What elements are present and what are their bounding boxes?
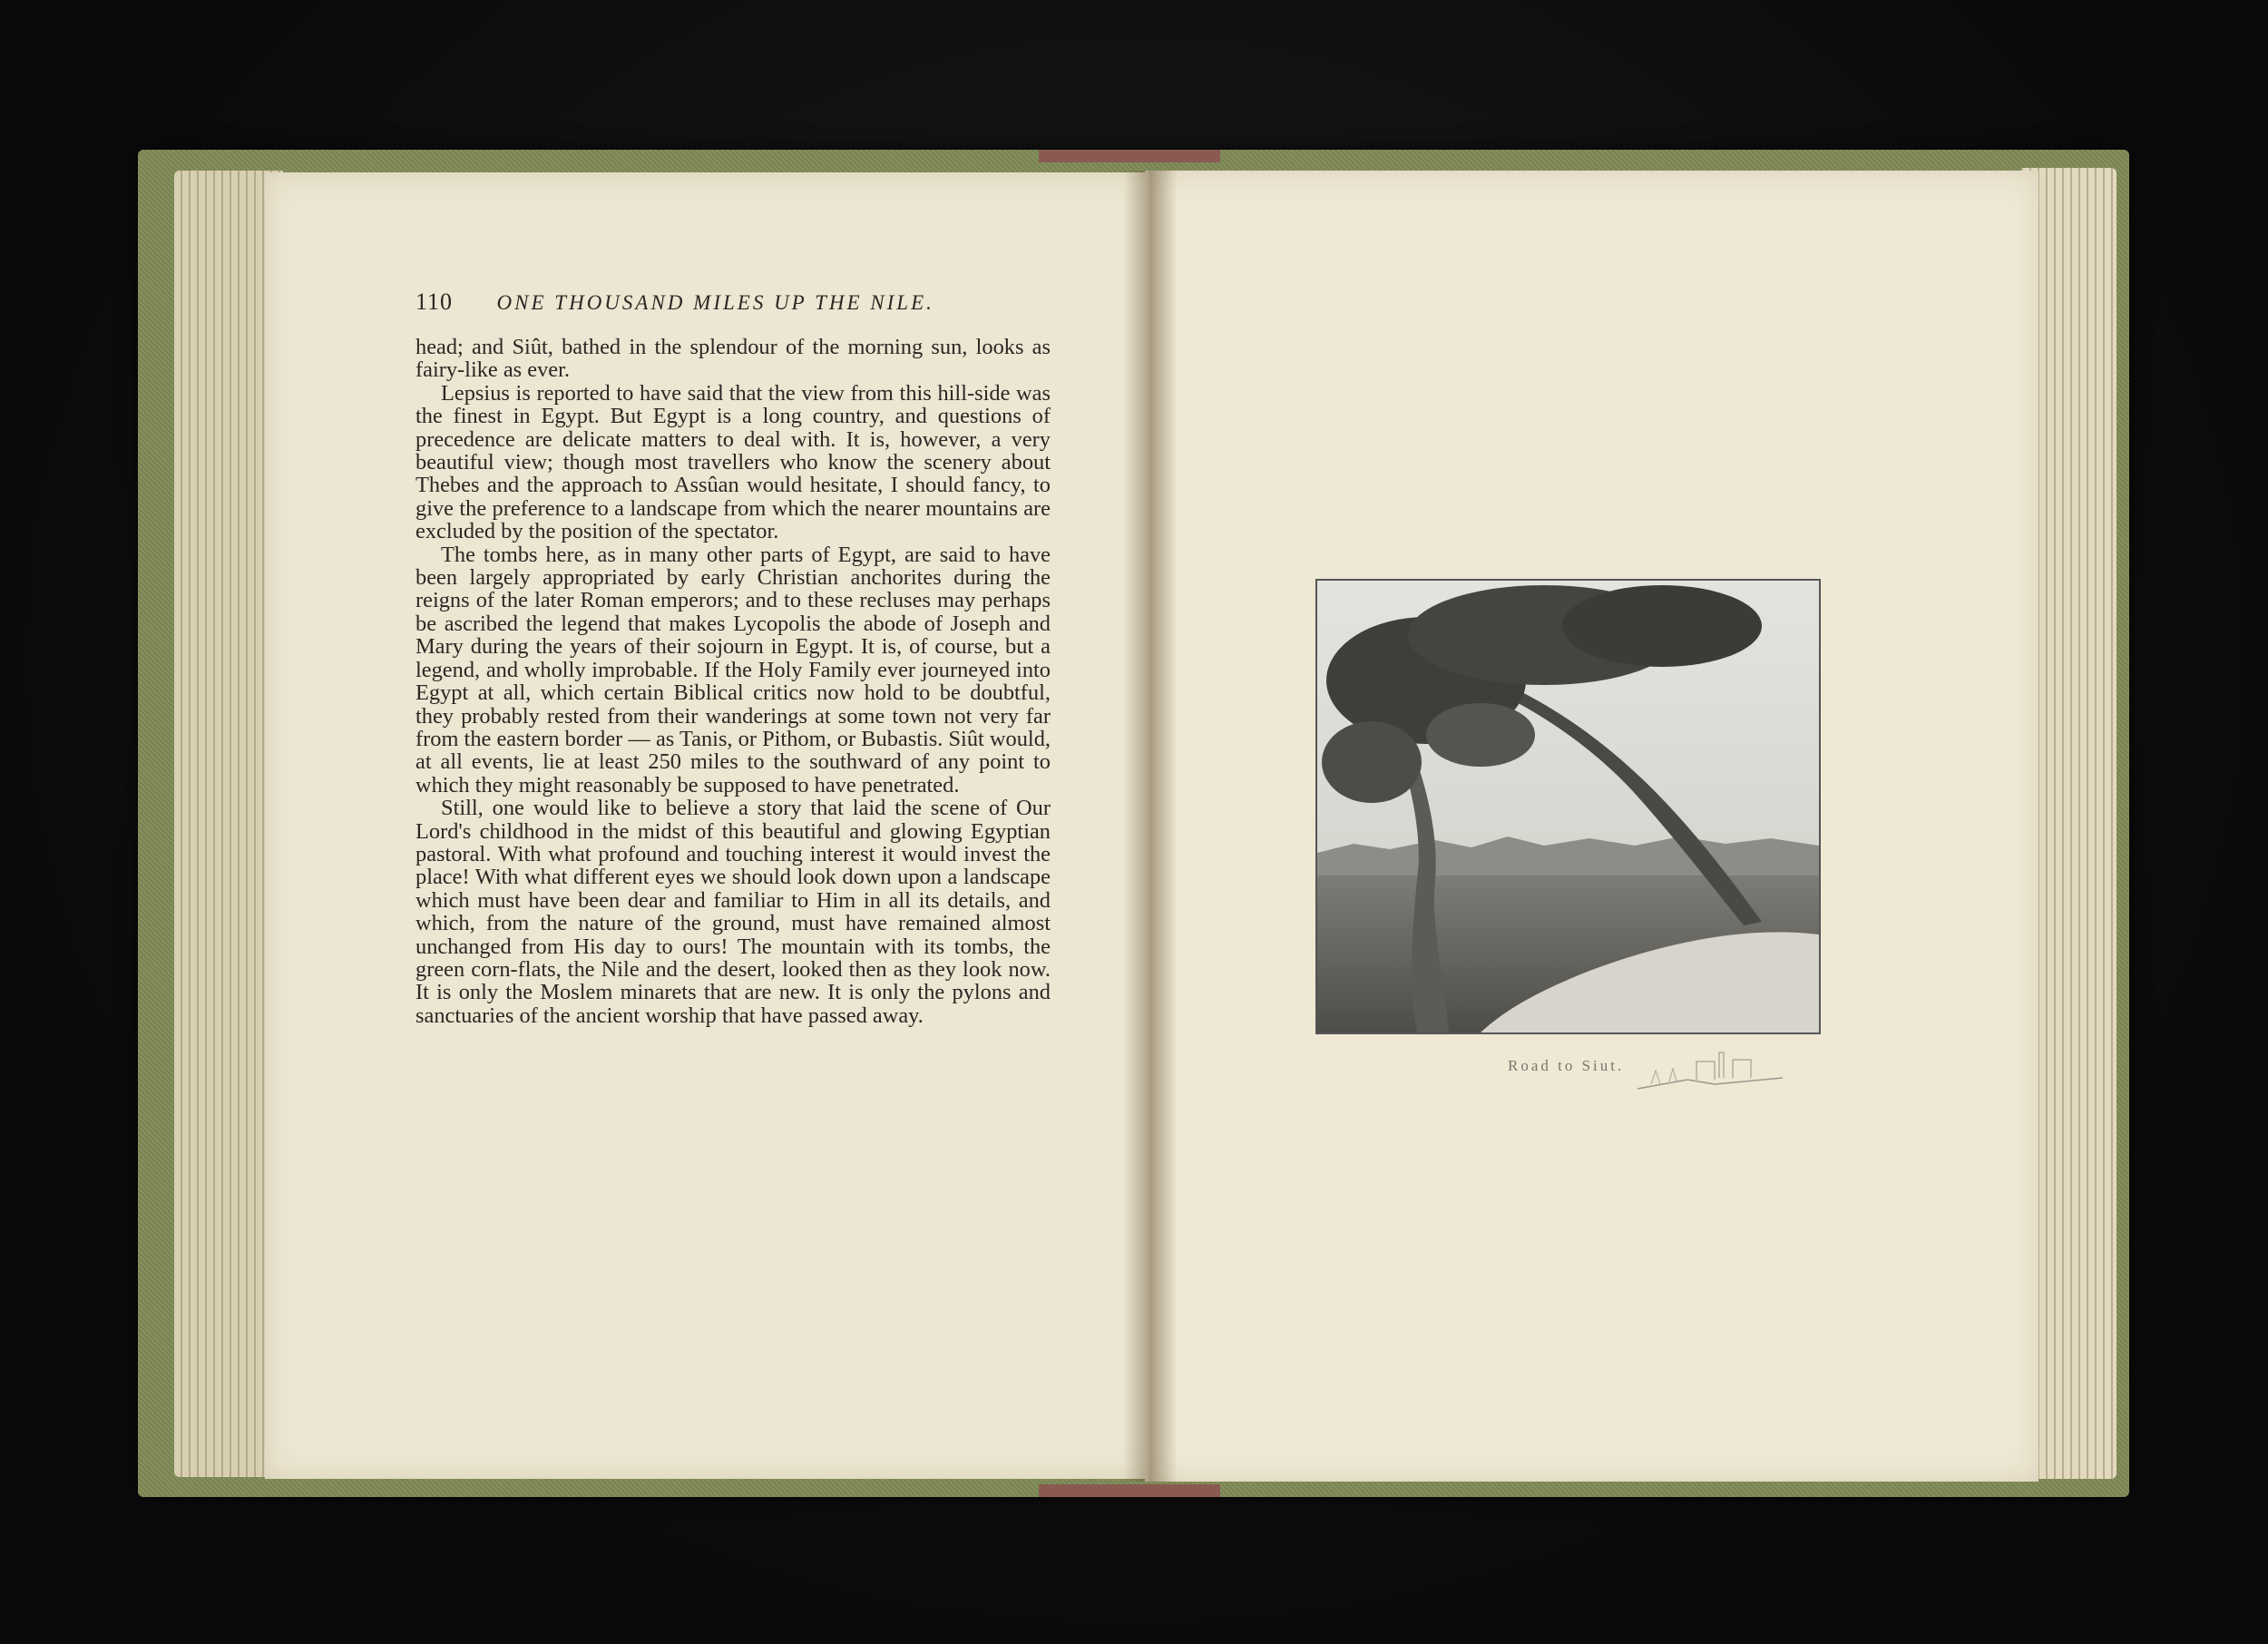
running-header <box>415 289 1051 316</box>
book-gutter <box>1123 171 1178 1482</box>
paragraph: The tombs here, as in many other parts of Egypt, are said to have been largely appropriated by early Christian anchorites during the reigns of the later Roman emperors; and to these recluses may perhaps be ascribed the legend that makes Lycopolis the abode of Joseph and Mary during the years of their sojourn in Egypt. It is, of course, but a legend, and wholly improbable. If the Holy Family ever journeyed into Egypt at all, which certain Biblical critics now hold to be doubtful, they probably rested from their wanderings at some town not very far from the eastern border — as Tanis, or Pithom, or Bubastis. Siût would, at all events, lie at least 250 miles to the southward of any point to which they might reasonably be supposed to have penetrated. <box>415 542 1051 798</box>
spine-binding-top <box>1039 150 1220 162</box>
landscape-photo <box>1317 581 1819 1032</box>
photo-plate <box>1315 579 1821 1034</box>
page-number: 110 <box>415 289 454 315</box>
spine-binding-bottom <box>1039 1484 1220 1497</box>
plate-caption: Road to Siut. <box>1508 1057 1625 1074</box>
body-text <box>415 336 1051 1027</box>
vignette-sketch-icon <box>1633 1034 1787 1098</box>
running-title: ONE THOUSAND MILES UP THE NILE. <box>496 291 934 314</box>
paragraph: head; and Siût, bathed in the splendour of the morning sun, looks as fairy-like as ever. <box>415 335 1051 383</box>
paragraph: Lepsius is reported to have said that the view from this hill-side was the finest in Egypt. But Egypt is a long country, and questions of precedence are delicate matters to deal with. It is, however, a very beautiful view; though most travellers who know the scenery about Thebes and the approach to Assûan would hesitate, I should fancy, to give the preference to a landscape from which the nearer mountains are excluded by the position of the spectator. <box>415 380 1051 544</box>
paragraph: Still, one would like to believe a story that laid the scene of Our Lord's childhood in the midst of this beautiful and glowing Egyptian pastoral. With what profound and touching interest it would invest the place! With what different eyes we should look down upon a landscape which must have been dear and familiar to Him in all its details, and which, from the nature of the ground, must have remained almost unchanged from His day to ours! The mountain with its tombs, the green corn-flats, the Nile and the desert, looked then as they look now. It is only the Moslem minarets that are new. It is only the pylons and sanctuaries of the ancient worship that have passed away. <box>415 796 1051 1028</box>
